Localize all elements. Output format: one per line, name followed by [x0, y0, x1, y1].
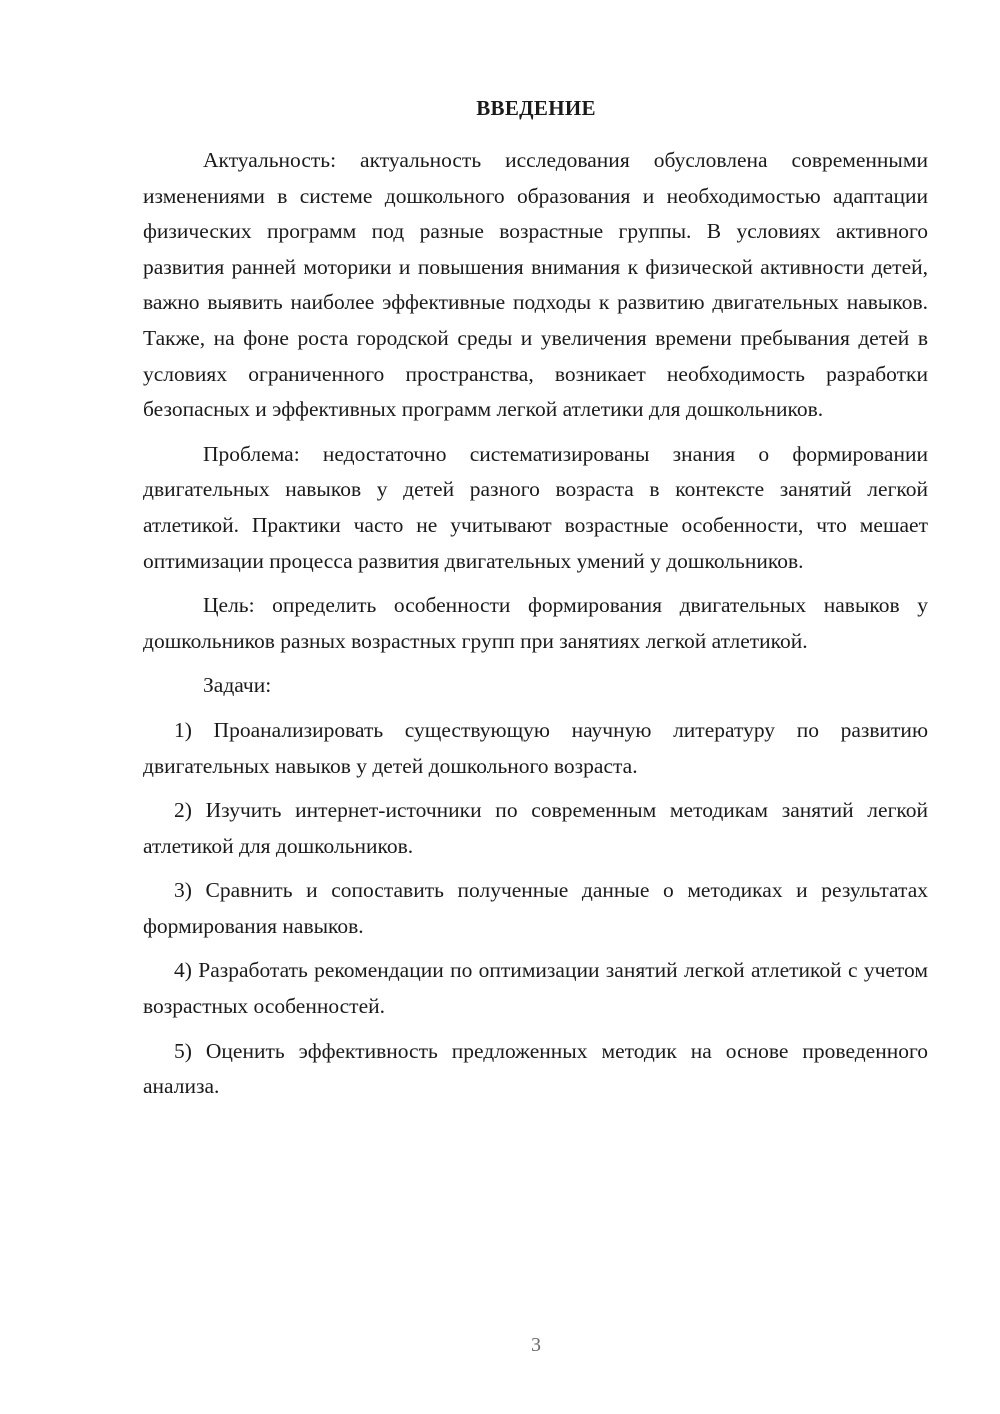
task-item: 5) Оценить эффективность предложенных методик на основе проведенного анализа. [143, 1038, 928, 1099]
section-heading: ВВЕДЕНИЕ [476, 96, 596, 120]
paragraph-problem: Проблема: недостаточно систематизированы знания о формировании двигательных навыков у детей разного возраста в контексте занятий легкой атлетикой. Практики часто не учитывают возрастные особенности, что мешает оптимизации процесса развития двигательных умений у дошкольников. [143, 441, 928, 573]
page-number: 3 [531, 1334, 541, 1356]
task-item: 1) Проанализировать существующую научную литературу по развитию двигательных навыков у детей дошкольного возраста. [143, 717, 928, 778]
task-item: 3) Сравнить и сопоставить полученные данные о методиках и результатах формирования навыков. [143, 878, 928, 938]
tasks-label: Задачи: [203, 673, 272, 698]
task-list [143, 713, 928, 1105]
task-item: 2) Изучить интернет-источники по современным методикам занятий легкой атлетикой для дошкольников. [143, 798, 928, 858]
paragraph-relevance: Актуальность: актуальность исследования обусловлена современными изменениями в системе дошкольного образования и необходимостью адаптации физических программ под разные возрастные группы. В условиях активного развития ранней моторики и повышения внимания к физической активности детей, важно выявить наиболее эффективные подходы к развитию двигательных навыков. Также, на фоне роста городской среды и увеличения времени пребывания детей в условиях ограниченного пространства, возникает необходимость разработки безопасных и эффективных программ легкой атлетики для дошкольников. [143, 148, 928, 422]
paragraph-goal: Цель: определить особенности формирования двигательных навыков у дошкольников разных возрастных групп при занятиях легкой атлетикой. [143, 593, 928, 653]
body-text [143, 143, 928, 1114]
task-item: 4) Разработать рекомендации по оптимизации занятий легкой атлетикой с учетом возрастных особенностей. [143, 958, 928, 1019]
